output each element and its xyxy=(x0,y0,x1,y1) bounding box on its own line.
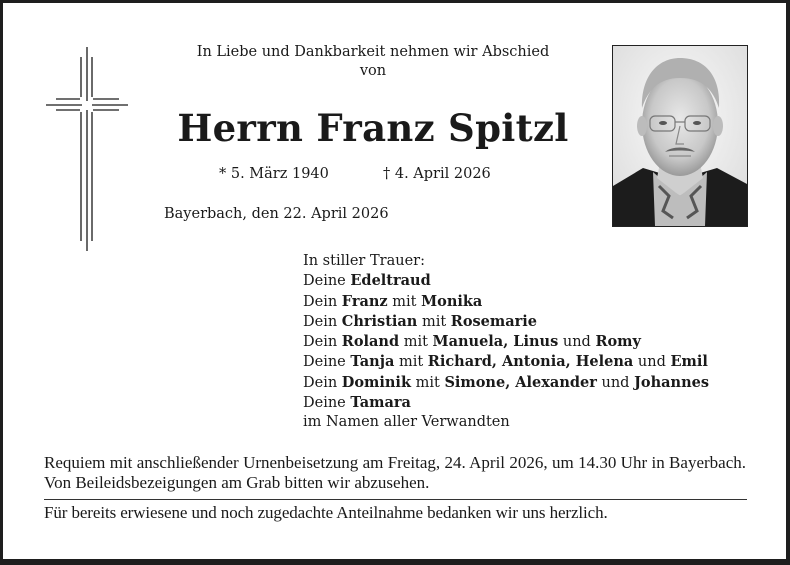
mourner-connector: Dein xyxy=(303,334,342,351)
mourner-line xyxy=(303,332,709,352)
mourners-heading: In stiller Trauer: xyxy=(303,253,425,269)
mourner-name: Johannes xyxy=(634,373,710,391)
death-date: † 4. April 2026 xyxy=(383,166,491,182)
intro-text xyxy=(153,43,593,81)
mourner-name: Edeltraud xyxy=(350,272,431,290)
mourner-connector: Deine xyxy=(303,395,351,412)
mourner-lines xyxy=(303,271,709,413)
mourner-name: Manuela, Linus xyxy=(432,333,559,351)
mourner-name: Tanja xyxy=(350,353,395,371)
mourner-connector: mit xyxy=(417,313,451,330)
requiem-info: Requiem mit anschließender Urnenbeisetzung am Freitag, 24. April 2026, um 14.30 Uhr in Bayerbach. Von Beileidsbezeigungen am Grab bitten wir abzusehen. xyxy=(44,453,746,492)
obituary-notice xyxy=(3,3,786,559)
mourner-name: Simone, Alexander xyxy=(444,373,597,391)
mourner-connector: und xyxy=(558,334,596,351)
mourner-name: Monika xyxy=(421,292,483,310)
mourner-connector: und xyxy=(633,354,671,371)
mourner-connector: und xyxy=(596,374,635,391)
mourner-connector: mit xyxy=(387,293,422,310)
mourner-connector: Dein xyxy=(303,313,342,330)
mourner-connector: Deine xyxy=(303,354,351,371)
mourner-name: Dominik xyxy=(341,373,411,391)
mourner-name: Romy xyxy=(595,333,641,351)
cross-icon xyxy=(44,44,130,254)
divider xyxy=(44,499,747,500)
mourner-name: Tamara xyxy=(350,394,411,412)
thanks-text: Für bereits erwiesene und noch zugedachte Anteilnahme bedanken wir uns herzlich. xyxy=(44,503,608,522)
birth-date: * 5. März 1940 xyxy=(219,166,329,182)
mourner-line xyxy=(303,292,709,312)
mourner-connector: Dein xyxy=(303,374,342,391)
mourner-line xyxy=(303,373,709,393)
intro-line-1: In Liebe und Dankbarkeit nehmen wir Abschied xyxy=(196,44,550,60)
place-and-date: Bayerbach, den 22. April 2026 xyxy=(164,206,389,222)
mourner-line xyxy=(303,393,709,413)
mourner-name: Christian xyxy=(341,312,418,330)
mourner-name: Franz xyxy=(341,292,388,310)
mourners-closing: im Namen aller Verwandten xyxy=(303,414,510,431)
portrait-image xyxy=(613,46,747,226)
mourner-name: Richard, Antonia, Helena xyxy=(427,353,634,371)
mourner-name: Emil xyxy=(670,353,708,371)
mourner-line xyxy=(303,312,709,332)
intro-line-2: von xyxy=(359,63,387,79)
mourner-connector: mit xyxy=(411,374,445,391)
mourner-name: Roland xyxy=(341,333,400,351)
mourner-connector: mit xyxy=(394,354,428,371)
mourner-line xyxy=(303,352,709,372)
mourner-line xyxy=(303,271,709,291)
mourner-connector: Dein xyxy=(303,293,342,310)
mourner-connector: mit xyxy=(399,334,433,351)
mourner-connector: Deine xyxy=(303,273,351,290)
portrait-photo xyxy=(612,45,748,227)
deceased-name: Herrn Franz Spitzl xyxy=(177,106,569,150)
mourner-name: Rosemarie xyxy=(450,312,538,330)
mourners-list xyxy=(303,252,709,433)
